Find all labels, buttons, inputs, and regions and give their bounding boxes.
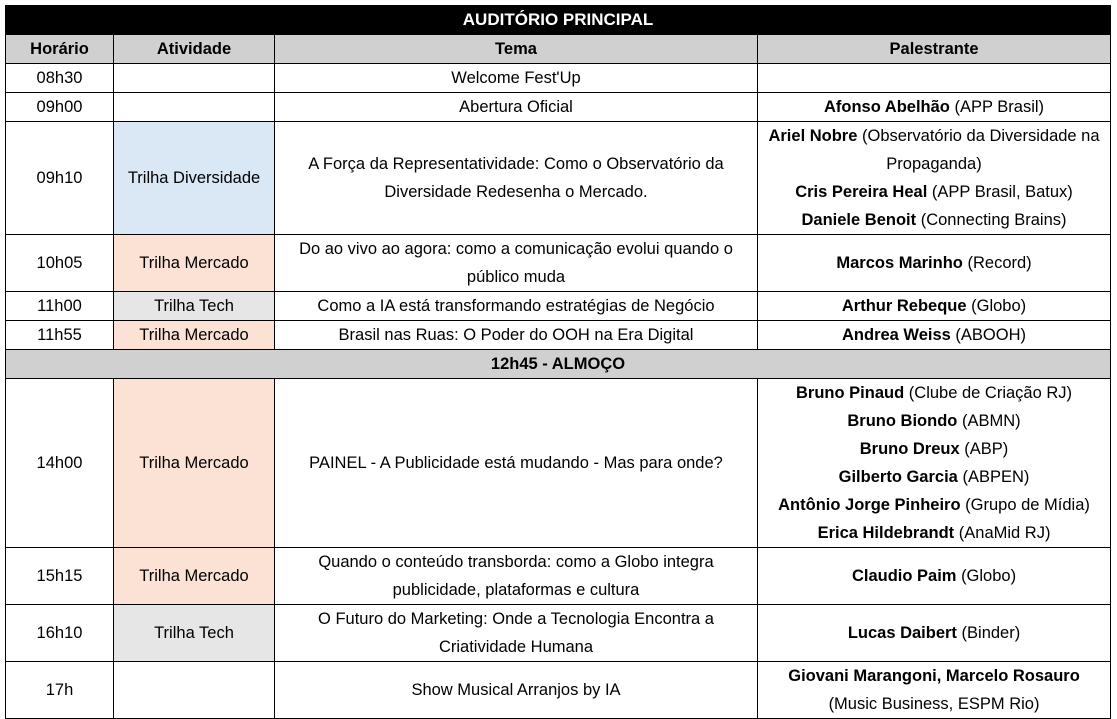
speaker-name: Cris Pereira Heal xyxy=(795,183,928,201)
time-cell: 17h xyxy=(6,662,114,719)
speaker-org: (Clube de Criação RJ) xyxy=(908,384,1073,402)
speaker-org: (AnaMid RJ) xyxy=(958,524,1051,542)
table-row xyxy=(6,605,1111,662)
activity-cell xyxy=(114,93,275,122)
activity-cell: Trilha Mercado xyxy=(114,235,275,292)
speaker-org: (Observatório da Diversidade na Propaganda) xyxy=(862,127,1100,173)
speaker-name: Giovani Marangoni, Marcelo Rosauro xyxy=(788,667,1080,685)
activity-cell: Trilha Tech xyxy=(114,605,275,662)
speaker-name: Erica Hildebrandt xyxy=(817,524,955,542)
time-cell: 14h00 xyxy=(6,379,114,548)
speaker-cell xyxy=(758,235,1111,292)
speaker-cell xyxy=(758,379,1111,548)
time-cell: 10h05 xyxy=(6,235,114,292)
speaker-name: Arthur Rebeque xyxy=(841,297,967,315)
speaker-org: (Grupo de Mídia) xyxy=(965,496,1090,514)
table-row xyxy=(6,292,1111,321)
theme-cell: O Futuro do Marketing: Onde a Tecnologia Encontra a Criatividade Humana xyxy=(275,605,758,662)
table-row xyxy=(6,379,1111,548)
speaker-entry xyxy=(762,662,1106,690)
speaker-org: (Binder) xyxy=(961,624,1021,642)
speaker-entry xyxy=(762,249,1106,277)
speaker-cell xyxy=(758,321,1111,350)
activity-cell: Trilha Mercado xyxy=(114,548,275,605)
header-palestrante: Palestrante xyxy=(758,35,1111,64)
table-row xyxy=(6,548,1111,605)
speaker-org: (Record) xyxy=(967,254,1032,272)
speaker-org: (ABPEN) xyxy=(962,468,1030,486)
speaker-entry xyxy=(762,379,1106,407)
speaker-name: Daniele Benoit xyxy=(801,211,917,229)
speaker-entry xyxy=(762,491,1106,519)
speaker-cell xyxy=(758,292,1111,321)
speaker-entry xyxy=(762,619,1106,647)
speaker-entry xyxy=(762,178,1106,206)
speaker-org: (ABOOH) xyxy=(955,326,1027,344)
table-title: AUDITÓRIO PRINCIPAL xyxy=(6,6,1111,35)
speaker-name: Gilberto Garcia xyxy=(838,468,958,486)
table-row xyxy=(6,321,1111,350)
speaker-org: (ABP) xyxy=(964,440,1009,458)
time-cell: 15h15 xyxy=(6,548,114,605)
speaker-org: (Connecting Brains) xyxy=(920,211,1067,229)
speaker-org: (Music Business, ESPM Rio) xyxy=(828,695,1040,713)
speaker-name: Antônio Jorge Pinheiro xyxy=(778,496,961,514)
time-cell: 09h00 xyxy=(6,93,114,122)
activity-cell: Trilha Diversidade xyxy=(114,122,275,235)
speaker-name: Marcos Marinho xyxy=(836,254,963,272)
speaker-entry xyxy=(762,407,1106,435)
speaker-name: Bruno Dreux xyxy=(859,440,960,458)
time-cell: 16h10 xyxy=(6,605,114,662)
theme-cell: A Força da Representatividade: Como o Observatório da Diversidade Redesenha o Mercado. xyxy=(275,122,758,235)
speaker-cell xyxy=(758,93,1111,122)
activity-cell: Trilha Tech xyxy=(114,292,275,321)
speaker-name: Lucas Daibert xyxy=(847,624,957,642)
theme-cell: Show Musical Arranjos by IA xyxy=(275,662,758,719)
table-row xyxy=(6,662,1111,719)
activity-cell xyxy=(114,662,275,719)
speaker-name: Ariel Nobre xyxy=(768,127,858,145)
header-atividade: Atividade xyxy=(114,35,275,64)
speaker-org: (Globo) xyxy=(971,297,1027,315)
theme-cell: Do ao vivo ao agora: como a comunicação evolui quando o público muda xyxy=(275,235,758,292)
speaker-name: Andrea Weiss xyxy=(842,326,951,344)
speaker-name: Bruno Pinaud xyxy=(796,384,905,402)
table-row xyxy=(6,64,1111,93)
speaker-entry xyxy=(762,122,1106,178)
theme-cell: Welcome Fest'Up xyxy=(275,64,758,93)
theme-cell: Brasil nas Ruas: O Poder do OOH na Era Digital xyxy=(275,321,758,350)
theme-cell: Quando o conteúdo transborda: como a Globo integra publicidade, plataformas e cultura xyxy=(275,548,758,605)
speaker-entry xyxy=(762,321,1106,349)
header-horario: Horário xyxy=(6,35,114,64)
activity-cell: Trilha Mercado xyxy=(114,321,275,350)
speaker-entry xyxy=(762,562,1106,590)
speaker-cell xyxy=(758,548,1111,605)
speaker-org: (Globo) xyxy=(961,567,1017,585)
theme-cell: Abertura Oficial xyxy=(275,93,758,122)
table-row xyxy=(6,122,1111,235)
speaker-cell xyxy=(758,605,1111,662)
speaker-entry xyxy=(762,206,1106,234)
table-row xyxy=(6,235,1111,292)
speaker-org: (ABMN) xyxy=(961,412,1021,430)
speaker-org: (APP Brasil) xyxy=(954,98,1045,116)
time-cell: 11h00 xyxy=(6,292,114,321)
speaker-cell xyxy=(758,122,1111,235)
speaker-cell xyxy=(758,662,1111,719)
speaker-entry xyxy=(762,519,1106,547)
lunch-break-row xyxy=(6,350,1111,379)
speaker-name: Claudio Paim xyxy=(851,567,957,585)
theme-cell: PAINEL - A Publicidade está mudando - Mas para onde? xyxy=(275,379,758,548)
speaker-entry xyxy=(762,435,1106,463)
speaker-name: Afonso Abelhão xyxy=(823,98,950,116)
speaker-entry xyxy=(762,93,1106,121)
lunch-break-label: 12h45 - ALMOÇO xyxy=(6,350,1111,379)
theme-cell: Como a IA está transformando estratégias de Negócio xyxy=(275,292,758,321)
speaker-entry xyxy=(762,463,1106,491)
speaker-entry xyxy=(762,292,1106,320)
table-row xyxy=(6,93,1111,122)
speaker-cell xyxy=(758,64,1111,93)
time-cell: 09h10 xyxy=(6,122,114,235)
header-tema: Tema xyxy=(275,35,758,64)
activity-cell xyxy=(114,64,275,93)
time-cell: 11h55 xyxy=(6,321,114,350)
speaker-org: (APP Brasil, Batux) xyxy=(931,183,1073,201)
schedule-table xyxy=(5,5,1111,719)
time-cell: 08h30 xyxy=(6,64,114,93)
speaker-name: Bruno Biondo xyxy=(847,412,958,430)
activity-cell: Trilha Mercado xyxy=(114,379,275,548)
